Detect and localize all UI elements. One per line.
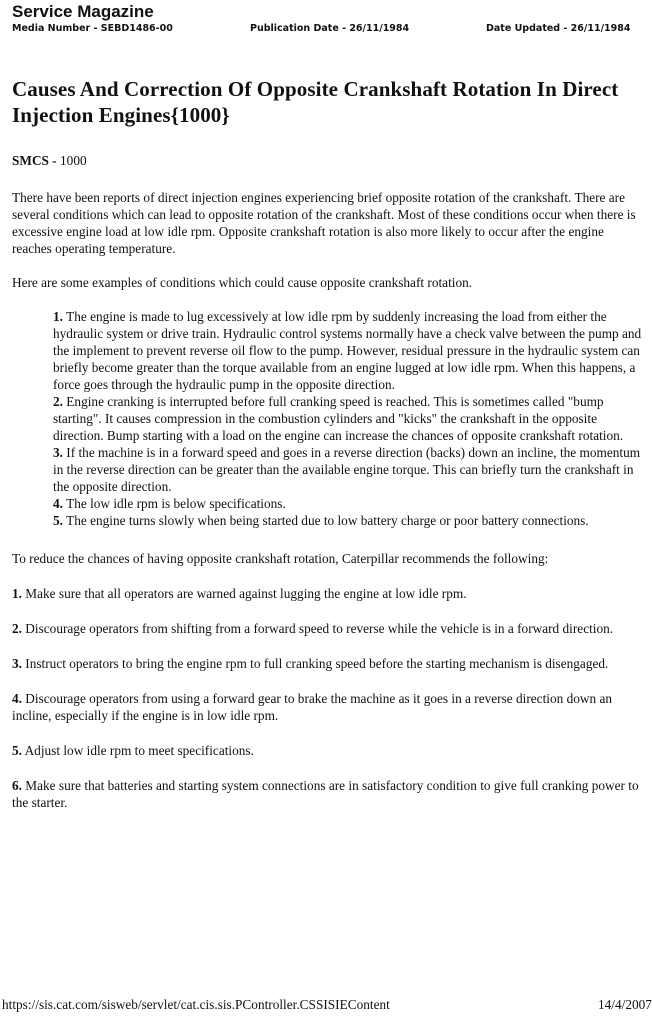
item-number: 2. (53, 394, 63, 409)
item-number: 5. (12, 743, 22, 758)
list-item (53, 512, 645, 529)
media-number: Media Number - SEBD1486-00 (12, 23, 173, 34)
item-number: 6. (12, 778, 22, 793)
item-text: Adjust low idle rpm to meet specifications. (21, 743, 254, 758)
article-title: Causes And Correction Of Opposite Crankshaft Rotation In Direct Injection Engines{1000} (12, 77, 619, 127)
smcs-label: SMCS - (12, 153, 57, 168)
article-body (12, 76, 642, 811)
page-header (12, 2, 652, 36)
item-number: 4. (12, 691, 22, 706)
examples-list (53, 308, 645, 529)
smcs-code (12, 152, 642, 169)
date-updated: Date Updated - 26/11/1984 (486, 23, 631, 34)
item-number: 1. (12, 586, 22, 601)
list-item (53, 393, 645, 444)
item-text: Engine cranking is interrupted before full cranking speed is reached. This is sometimes called "bump starting". It causes compression in the combustion cylinders and "kicks" the crankshaft in the opposite direction. Bump starting with a load on the engine can increase the chances of opposite crankshaft rotation. (53, 394, 624, 443)
list-item (53, 308, 645, 393)
recommendations-lead: To reduce the chances of having opposite crankshaft rotation, Caterpillar recommends the following: (12, 551, 549, 566)
item-text: The low idle rpm is below specifications. (62, 496, 286, 511)
item-number: 4. (53, 496, 63, 511)
list-item (53, 444, 645, 495)
list-item (12, 690, 642, 724)
list-item (12, 620, 642, 637)
item-number: 2. (12, 621, 22, 636)
item-text: Discourage operators from shifting from a forward speed to reverse while the vehicle is in a forward direction. (21, 621, 614, 636)
item-text: Discourage operators from using a forward gear to brake the machine as it goes in a reverse direction down an incline, especially if the engine is in low idle rpm. (12, 691, 613, 723)
print-date: 14/4/2007 (598, 997, 652, 1012)
list-item (53, 495, 645, 512)
item-number: 5. (53, 513, 63, 528)
source-url: https://sis.cat.com/sisweb/servlet/cat.cis.sis.PController.CSSISIEContent (2, 997, 390, 1012)
examples-lead: Here are some examples of conditions which could cause opposite crankshaft rotation. (12, 275, 473, 290)
list-item (12, 777, 642, 811)
item-number: 3. (53, 445, 63, 460)
item-number: 3. (12, 656, 22, 671)
item-text: The engine is made to lug excessively at low idle rpm by suddenly increasing the load from either the hydraulic system or drive train. Hydraulic control systems normally have a check valve between the pump and the implement to prevent reverse oil flow to the pump. However, residual pressure in the hydraulic system can briefly become greater than the torque available from an engine lugged at low idle rpm. When this happens, a force goes through the hydraulic pump in the opposite direction. (53, 309, 642, 392)
page-footer (2, 997, 652, 1017)
list-item (12, 585, 642, 602)
item-text: Make sure that all operators are warned against lugging the engine at low idle rpm. (21, 586, 467, 601)
item-text: If the machine is in a forward speed and goes in a reverse direction (backs) down an incline, the momentum in the reverse direction can be greater than the available engine torque. This can briefly turn the crankshaft in the opposite direction. (53, 445, 641, 494)
list-item (12, 655, 642, 672)
brand-title: Service Magazine (12, 2, 154, 21)
item-text: Instruct operators to bring the engine rpm to full cranking speed before the starting mechanism is disengaged. (21, 656, 609, 671)
smcs-value: 1000 (56, 153, 87, 168)
list-item (12, 742, 642, 759)
item-number: 1. (53, 309, 63, 324)
item-text: The engine turns slowly when being started due to low battery charge or poor battery connections. (62, 513, 589, 528)
intro-paragraph: There have been reports of direct injection engines experiencing brief opposite rotation of the crankshaft. There are several conditions which can lead to opposite rotation of the crankshaft. Most of these conditions occur when there is excessive engine load at low idle rpm. Opposite crankshaft rotation is also more likely to occur after the engine reaches operating temperature. (12, 190, 636, 256)
item-text: Make sure that batteries and starting system connections are in satisfactory condition to give full cranking power to the starter. (12, 778, 639, 810)
recommendations-list (12, 585, 642, 811)
publication-date: Publication Date - 26/11/1984 (250, 23, 410, 34)
